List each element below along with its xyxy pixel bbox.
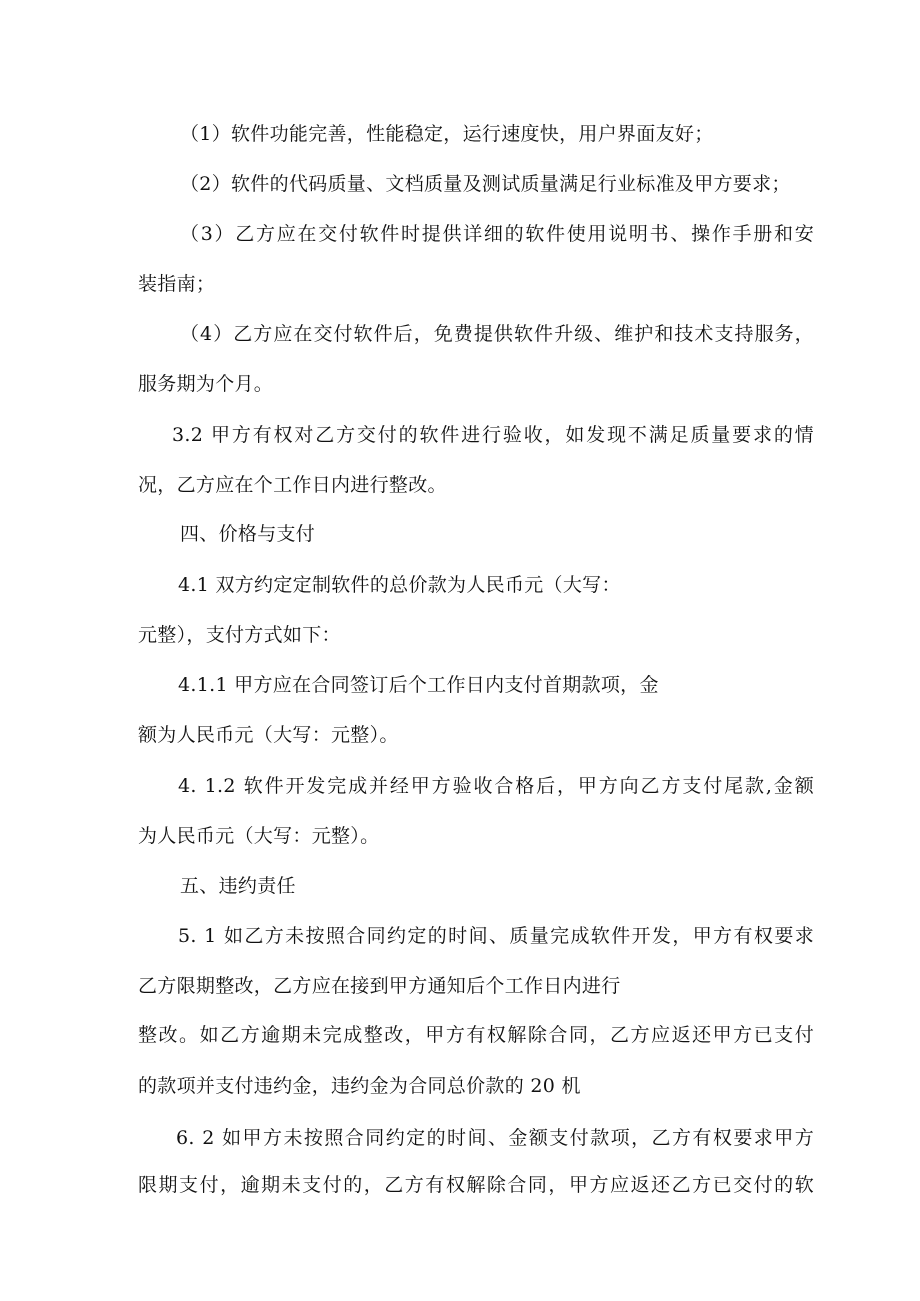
clause-4-1-line-2: 元整），支付方式如下： [138,624,341,646]
section-4-heading: 四、价格与支付 [180,523,316,545]
clause-6-2-line-1: 6. 2 如甲方未按照合同约定的时间、金额支付款项，乙方有权要求甲方 [176,1127,814,1149]
clause-3-1-item-4-line-2: 服务期为个月。 [138,373,274,395]
clause-3-1-item-2: （2）软件的代码质量、文档质量及测试质量满足行业标准及甲方要求； [180,173,791,195]
clause-4-1-2-line-2: 为人民币元（大写：元整）。 [138,825,380,847]
clause-6-2-line-2: 限期支付，逾期未支付的，乙方有权解除合同，甲方应返还乙方已交付的软 [138,1174,814,1196]
clause-5-1-line-3: 整改。如乙方逾期未完成整改，甲方有权解除合同，乙方应返还甲方已支付 [138,1024,814,1046]
clause-3-1-item-4-line-1: （4）乙方应在交付软件后，免费提供软件升级、维护和技术支持服务， [180,323,814,345]
clause-5-1-line-1: 5. 1 如乙方未按照合同约定的时间、质量完成软件开发，甲方有权要求 [178,925,814,947]
clause-4-1-1-line-1: 4.1.1 甲方应在合同签订后个工作日内支付首期款项，金 [178,674,659,696]
clause-3-1-item-3-line-1: （3）乙方应在交付软件时提供详细的软件使用说明书、操作手册和安 [180,223,814,245]
clause-3-1-item-3-line-2: 装指南； [138,273,216,295]
clause-3-2-line-1: 3.2 甲方有权对乙方交付的软件进行验收，如发现不满足质量要求的情 [172,424,814,446]
clause-3-2-line-2: 况，乙方应在个工作日内进行整改。 [138,474,447,496]
clause-5-1-line-4: 的款项并支付违约金，违约金为合同总价款的 20 机 [138,1075,581,1097]
clause-4-1-2-line-1: 4. 1.2 软件开发完成并经甲方验收合格后，甲方向乙方支付尾款,金额 [178,775,814,797]
clause-3-1-item-1: （1）软件功能完善，性能稳定，运行速度快，用户界面友好； [180,123,714,145]
section-5-heading: 五、违约责任 [180,875,296,897]
clause-4-1-1-line-2: 额为人民币元（大写：元整）。 [138,724,399,746]
clause-4-1-line-1: 4.1 双方约定定制软件的总价款为人民币元（大写： [178,574,621,596]
clause-5-1-line-2: 乙方限期整改，乙方应在接到甲方通知后个工作日内进行 [138,975,621,997]
